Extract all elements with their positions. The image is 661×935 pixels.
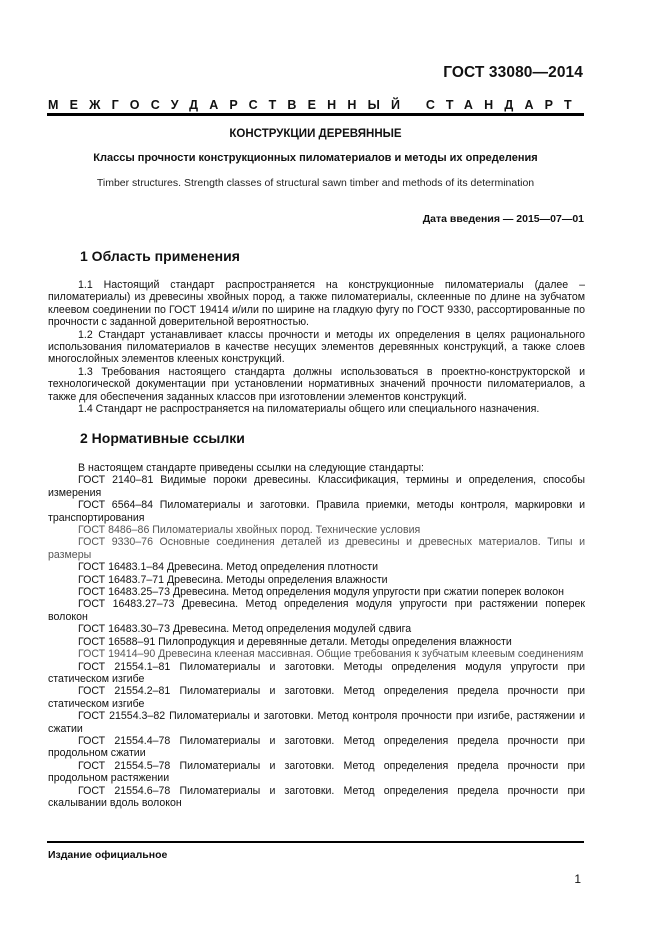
- reference-item: ГОСТ 2140–81 Видимые пороки древесины. Классификация, термины и определения, способы измерения: [48, 474, 585, 499]
- reference-item: ГОСТ 21554.3–82 Пиломатериалы и заготовки. Метод контроля прочности при изгибе, растяжении и сжатии: [48, 710, 585, 735]
- paragraph-1-2: 1.2 Стандарт устанавливает классы прочности и методы их определения в целях рационального использования пиломатериалов в качестве несущих элементов деревянных конструкций, а также слоев многослойных элементов клееных конструкций.: [48, 328, 585, 366]
- reference-item: ГОСТ 8486–86 Пиломатериалы хвойных пород. Технические условия: [78, 524, 421, 537]
- paragraph-1-4: 1.4 Стандарт не распространяется на пиломатериалы общего или специального назначения.: [78, 403, 540, 416]
- reference-item: ГОСТ 16483.27–73 Древесина. Метод определения модуля упругости при растяжении поперек волокон: [48, 598, 585, 623]
- reference-item: ГОСТ 16588–91 Пилопродукция и деревянные детали. Методы определения влажности: [78, 635, 512, 648]
- document-subtitle: Классы прочности конструкционных пиломатериалов и методы их определения: [93, 152, 538, 164]
- reference-item: ГОСТ 21554.2–81 Пиломатериалы и заготовки. Метод определения предела прочности при статическом изгибе: [48, 685, 585, 710]
- interstate-standard-banner: МЕЖГОСУДАРСТВЕННЫЙ СТАНДАРТ: [48, 98, 583, 112]
- reference-item: ГОСТ 9330–76 Основные соединения деталей из древесины и древесных материалов. Типы и размеры: [48, 536, 585, 561]
- paragraph-1-1: 1.1 Настоящий стандарт распространяется на конструкционные пиломатериалы (далее – пиломатериалы) из древесины хвойных пород, а также пиломатериалы, склеенные по длине на зубчатом клеевом соединении по ГОСТ 19414 и/или по ширине на гладкую фугу по ГОСТ 9330, рассортированные по прочности с заданной доверительной вероятностью.: [48, 279, 585, 329]
- reference-item: ГОСТ 21554.5–78 Пиломатериалы и заготовки. Метод определения предела прочности при продольном растяжении: [48, 759, 585, 785]
- section-1-heading: 1 Область применения: [80, 248, 240, 264]
- reference-item: ГОСТ 16483.25–73 Древесина. Метод определения модуля упругости при сжатии поперек волокон: [78, 586, 564, 599]
- reference-item: ГОСТ 16483.1–84 Древесина. Метод определения плотности: [78, 561, 378, 574]
- section-1-body: [48, 279, 585, 415]
- document-code: ГОСТ 33080—2014: [443, 64, 583, 81]
- footer-rule: [47, 841, 584, 843]
- reference-item: ГОСТ 21554.6–78 Пиломатериалы и заготовки. Метод определения предела прочности при скалывании вдоль волокон: [48, 784, 585, 809]
- reference-item: ГОСТ 16483.7–71 Древесина. Методы определения влажности: [78, 573, 388, 586]
- reference-item: ГОСТ 21554.4–78 Пиломатериалы и заготовки. Метод определения предела прочности при продольном сжатии: [48, 734, 585, 760]
- reference-item: ГОСТ 19414–90 Древесина клееная массивная. Общие требования к зубчатым клеевым соединениям: [78, 648, 584, 661]
- paragraph-1-3: 1.3 Требования настоящего стандарта должны использоваться в проектно-конструкторской и технологической документации при установлении нормативных значений прочности пиломатериалов, а также для обеспечения заданных классов при изготовлении элементов конструкций.: [48, 365, 585, 403]
- page-number: 1: [574, 872, 581, 886]
- document-title: КОНСТРУКЦИИ ДЕРЕВЯННЫЕ: [229, 128, 402, 140]
- section-2-heading: 2 Нормативные ссылки: [80, 430, 245, 446]
- introduction-date: Дата введения — 2015—07—01: [422, 213, 584, 225]
- reference-item: ГОСТ 16483.30–73 Древесина. Метод определения модулей сдвига: [78, 623, 412, 636]
- references-intro: В настоящем стандарте приведены ссылки на следующие стандарты:: [78, 462, 424, 474]
- header-rule: [47, 113, 584, 116]
- reference-item: ГОСТ 6564–84 Пиломатериалы и заготовки. Правила приемки, методы контроля, маркировки и транспортирования: [48, 499, 585, 524]
- reference-item: ГОСТ 21554.1–81 Пиломатериалы и заготовки. Методы определения модуля упругости при статическом изгибе: [48, 660, 585, 685]
- official-edition-label: Издание официальное: [48, 849, 168, 861]
- english-title: Timber structures. Strength classes of structural sawn timber and methods of its determination: [96, 177, 535, 189]
- section-2-body: [48, 462, 585, 809]
